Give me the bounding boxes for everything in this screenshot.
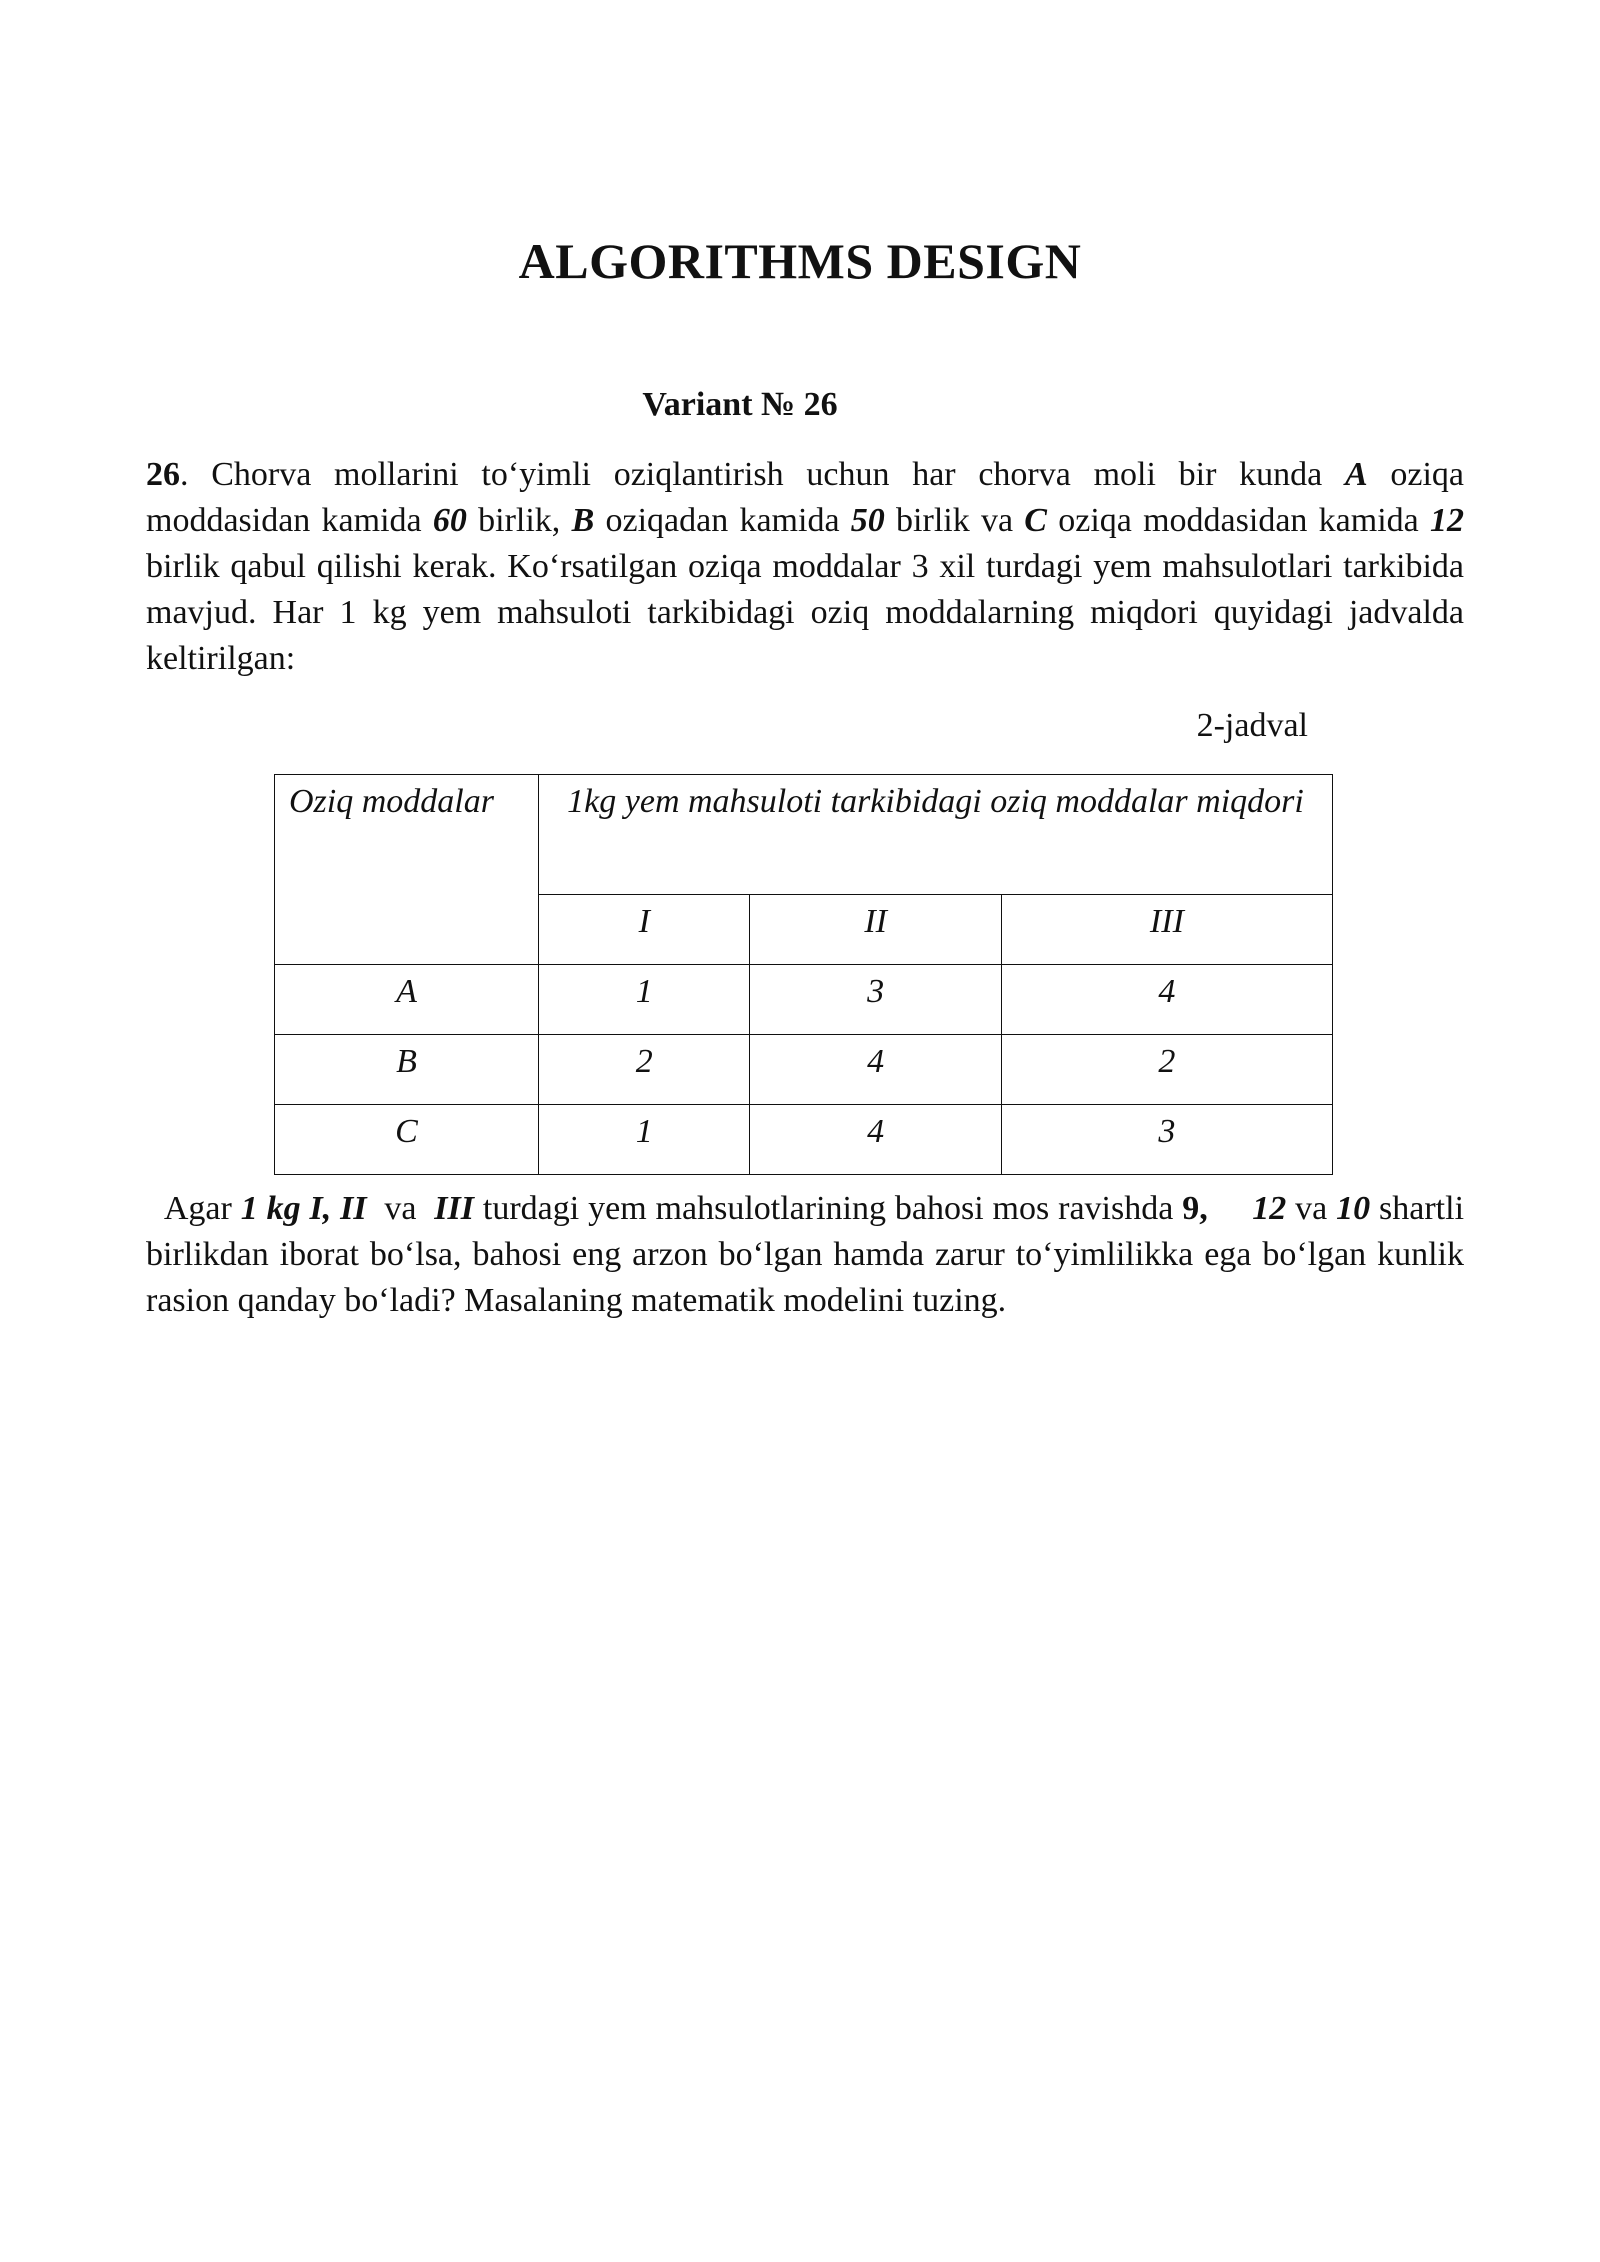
row-label: A <box>275 965 539 1035</box>
question-part <box>1208 1190 1253 1227</box>
price-3: 10 <box>1336 1190 1371 1227</box>
question-part: Agar <box>163 1190 241 1227</box>
column-header: III <box>1001 895 1332 965</box>
problem-text: birlik, <box>466 502 572 539</box>
question-part: turdagi yem mahsulotlarining bahosi mos ravishda <box>474 1190 1183 1227</box>
table-cell: 4 <box>1001 965 1332 1035</box>
header-nutrients: Oziq moddalar <box>275 775 539 965</box>
page-title: ALGORITHMS DESIGN <box>518 233 1082 289</box>
min-b: 50 <box>850 502 885 539</box>
table-row <box>275 1105 1333 1175</box>
problem-text: . Chorva mollarini to‘yimli oziqlantirish uchun har chorva moli bir kunda <box>180 456 1345 493</box>
min-c: 12 <box>1430 502 1464 539</box>
table-cell: 1 <box>539 965 750 1035</box>
question-part: va <box>1286 1190 1337 1227</box>
nutrient-b: B <box>571 502 595 539</box>
question-part: shartli birlikdan iborat bo‘lsa, bahosi eng arzon bo‘lgan hamda zarur to‘yimlilikka ega bo‘lgan kunlik rasion qanday bo‘ladi? Masalaning matematik modelini tuzing. <box>146 1190 1465 1319</box>
table-cell: 2 <box>539 1035 750 1105</box>
problem-text: oziqa moddasidan kamida <box>146 456 1464 539</box>
problem-text: oziqadan kamida <box>594 502 851 539</box>
nutrient-a: A <box>1344 456 1368 493</box>
row-label: B <box>275 1035 539 1105</box>
nutrient-c: C <box>1024 502 1047 539</box>
problem-text: oziqa moddasidan kamida <box>1046 502 1430 539</box>
column-header: II <box>750 895 1001 965</box>
table-caption: 2-jadval <box>1196 707 1308 744</box>
question-part: va <box>366 1190 435 1227</box>
min-a: 60 <box>432 502 467 539</box>
column-header: I <box>539 895 750 965</box>
nutrient-table <box>274 774 1333 1175</box>
table-cell: 3 <box>1001 1105 1332 1175</box>
table-cell: 4 <box>750 1035 1001 1105</box>
table-cell: 3 <box>750 965 1001 1035</box>
problem-text: birlik qabul qilishi kerak. Ko‘rsatilgan oziqa moddalar 3 xil turdagi yem mahsulotlari tarkibida mavjud. Har 1 kg yem mahsuloti tarkibidagi oziq moddalarning miqdori quyidagi jadvalda keltirilgan: <box>146 548 1464 677</box>
problem-number: 26 <box>146 456 180 493</box>
row-label: C <box>275 1105 539 1175</box>
table-row <box>275 1035 1333 1105</box>
problem-text: birlik va <box>884 502 1025 539</box>
question-text <box>146 1186 1464 1324</box>
table-header-row <box>275 775 1333 895</box>
table-cell: 1 <box>539 1105 750 1175</box>
table-cell: 4 <box>750 1105 1001 1175</box>
table-cell: 2 <box>1001 1035 1332 1105</box>
table-row <box>275 965 1333 1035</box>
problem-statement <box>146 452 1464 682</box>
feed-type-3: III <box>434 1190 474 1227</box>
price-1: 9, <box>1182 1190 1208 1227</box>
header-content: 1kg yem mahsuloti tarkibidagi oziq moddalar miqdori <box>539 775 1333 895</box>
feed-types: 1 kg I, II <box>240 1190 367 1227</box>
price-2: 12 <box>1252 1190 1287 1227</box>
variant-heading: Variant № 26 <box>642 386 838 423</box>
